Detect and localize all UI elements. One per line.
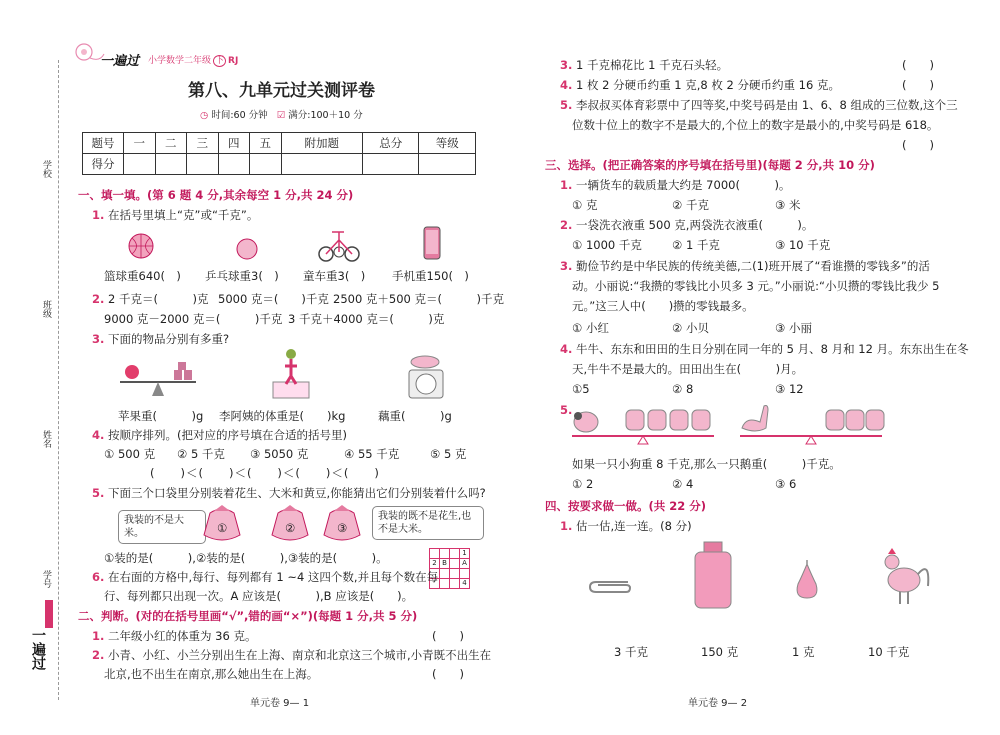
question-text: 下面三个口袋里分别装着花生、大米和黄豆,你能猜出它们分别装着什么吗? bbox=[108, 486, 486, 500]
question-text-cont: 元。”这三人中( )攒的零钱最多。 bbox=[572, 299, 754, 313]
conversion: 5000 克＝( )千克 bbox=[218, 292, 329, 306]
q3-item: 藕重( )g bbox=[378, 409, 452, 423]
score-header-cell: 附加题 bbox=[281, 133, 362, 154]
grid-cell: B bbox=[440, 559, 450, 569]
r-q4-1 bbox=[560, 518, 692, 534]
option: ① 克 bbox=[572, 198, 598, 212]
side-label-class: 班级 bbox=[41, 300, 51, 318]
option: ② 1 千克 bbox=[672, 238, 720, 252]
q2-2 bbox=[92, 647, 491, 663]
question-text: 小青、小红、小兰分别出生在上海、南京和北京这三个城市,小青既不出生在 bbox=[108, 648, 492, 662]
score-label: 满分:100＋10 分 bbox=[288, 110, 363, 121]
series-label bbox=[148, 53, 238, 66]
edition-text: RJ bbox=[228, 56, 239, 66]
question-number: 3. bbox=[560, 58, 573, 72]
question-text-cont: 位数十位上的数字不是最大的,个位上的数字是最小的,中奖号码是 618。 bbox=[572, 118, 939, 132]
option: ③ 10 千克 bbox=[775, 238, 831, 252]
option: ① 500 克 bbox=[104, 447, 156, 461]
q1-item: 篮球重640( ) bbox=[104, 269, 181, 283]
grid-cell bbox=[450, 549, 460, 559]
grid-cell bbox=[450, 559, 460, 569]
tricycle-icon bbox=[318, 226, 360, 262]
question-number: 4. bbox=[560, 78, 573, 92]
bag-label: ① bbox=[217, 521, 228, 535]
q1-item: 手机重150( ) bbox=[392, 269, 469, 283]
weight-label: 10 千克 bbox=[868, 645, 910, 659]
q1-1 bbox=[92, 207, 258, 223]
conversion: 9000 克－2000 克＝( )千克 bbox=[104, 312, 283, 326]
bag-label: ② bbox=[285, 521, 296, 535]
score-table bbox=[82, 132, 476, 175]
score-header-cell: 三 bbox=[187, 133, 219, 154]
page-footer-right: 单元卷 9— 2 bbox=[688, 698, 748, 709]
weight-label: 3 千克 bbox=[614, 645, 648, 659]
q2-1 bbox=[92, 628, 256, 644]
q1-2 bbox=[92, 291, 208, 307]
rooster-icon bbox=[878, 546, 934, 606]
series-text: 小学数学二年级 bbox=[148, 56, 212, 66]
grid-cell bbox=[460, 569, 470, 579]
option: ①5 bbox=[572, 382, 590, 396]
question-text: 一辆货车的载质量大约是 7000( )。 bbox=[576, 178, 791, 192]
option: ① 1000 千克 bbox=[572, 238, 642, 252]
q1-item: 乒乓球重3( ) bbox=[205, 269, 279, 283]
score-header-cell: 二 bbox=[155, 133, 187, 154]
weight-label: 1 克 bbox=[792, 645, 815, 659]
score-cell[interactable] bbox=[281, 154, 362, 175]
paper-clip-icon bbox=[588, 576, 634, 598]
question-text: 下面的物品分别有多重? bbox=[108, 332, 230, 346]
question-number: 1. bbox=[92, 208, 105, 222]
score-cell[interactable] bbox=[124, 154, 156, 175]
ping-pong-ball-icon bbox=[236, 238, 258, 260]
checkbox-icon: ☑ bbox=[276, 110, 286, 121]
question-number: 1. bbox=[560, 178, 573, 192]
question-number: 1. bbox=[92, 629, 105, 643]
question-text: 在括号里填上“克”或“千克”。 bbox=[108, 208, 259, 222]
option: ① 小红 bbox=[572, 321, 609, 335]
question-text: 按顺序排列。(把对应的序号填在合适的括号里) bbox=[108, 428, 348, 442]
score-header-cell: 四 bbox=[218, 133, 250, 154]
option: ④ 55 千克 bbox=[344, 447, 400, 461]
section-1-title: 一、填一填。(第 6 题 4 分,其余每空 1 分,共 24 分) bbox=[78, 188, 354, 202]
option: ③ 5050 克 bbox=[250, 447, 309, 461]
question-text: 一袋洗衣液重 500 克,两袋洗衣液重( )。 bbox=[576, 218, 814, 232]
section-2-title: 二、判断。(对的在括号里画“√”,错的画“×”)(每题 1 分,共 5 分) bbox=[78, 609, 418, 623]
q3-item: 李阿姨的体重是( )kg bbox=[219, 409, 346, 423]
score-cell[interactable] bbox=[155, 154, 187, 175]
order-blanks: ( )＜( )＜( )＜( )＜( ) bbox=[150, 466, 380, 480]
r-q2-3 bbox=[560, 57, 728, 73]
conversion: 3 千克＋4000 克＝( )克 bbox=[288, 312, 445, 326]
question-number: 5. bbox=[560, 403, 573, 417]
question-text: 1 枚 2 分硬币约重 1 克,8 枚 2 分硬币约重 16 克。 bbox=[576, 78, 840, 92]
question-text-cont: 北京,也不出生在南京,那么她出生在上海。 bbox=[104, 667, 319, 681]
answer-mark[interactable]: ( ) bbox=[902, 78, 934, 92]
time-label: 时间:60 分钟 bbox=[211, 110, 268, 121]
question-text-cont: 天,牛牛不是最大的。田田出生在( )月。 bbox=[572, 362, 804, 376]
grid-cell: 2 bbox=[430, 559, 440, 569]
bottle-icon bbox=[692, 540, 734, 610]
side-label-name: 姓名 bbox=[41, 430, 51, 448]
answer-mark[interactable]: ( ) bbox=[902, 58, 934, 72]
section-4-title: 四、按要求做一做。(共 22 分) bbox=[545, 499, 707, 513]
side-logo-stripe bbox=[45, 600, 53, 628]
q1-3 bbox=[92, 331, 229, 347]
question-text-cont: 动。小丽说:“我攒的零钱比小贝多 3 元。”小丽说:“小贝攒的零钱比我少 5 bbox=[572, 279, 940, 293]
conversion: 2 千克＝( )克 bbox=[108, 292, 209, 306]
r-q2-5 bbox=[560, 97, 958, 113]
question-number: 5. bbox=[560, 98, 573, 112]
score-cell[interactable] bbox=[250, 154, 282, 175]
woman-on-scale-icon bbox=[271, 348, 311, 400]
option: ③ 6 bbox=[775, 477, 797, 491]
speech-bubble: 我装的不是大米。 bbox=[118, 510, 206, 544]
question-number: 2. bbox=[92, 648, 105, 662]
option: ③ 米 bbox=[775, 198, 801, 212]
clock-icon: ◷ bbox=[200, 110, 209, 121]
page-title: 第八、九单元过关测评卷 bbox=[188, 81, 375, 101]
option: ② 小贝 bbox=[672, 321, 709, 335]
question-text: 二年级小红的体重为 36 克。 bbox=[108, 629, 257, 643]
grid-cell bbox=[450, 579, 460, 589]
question-text: 估一估,连一连。(8 分) bbox=[576, 519, 692, 533]
q3-item: 苹果重( )g bbox=[118, 409, 204, 423]
answer-mark[interactable]: ( ) bbox=[432, 667, 464, 681]
option: ② 5 千克 bbox=[177, 447, 225, 461]
balance-dog-cats-icon bbox=[568, 400, 718, 446]
score-cell[interactable] bbox=[187, 154, 219, 175]
grid-cell: A bbox=[460, 559, 470, 569]
option: ⑤ 5 克 bbox=[430, 447, 467, 461]
grid-cell bbox=[430, 549, 440, 559]
side-label-id: 学号 bbox=[41, 570, 51, 588]
r-q3-4 bbox=[560, 341, 969, 357]
score-table-score-row bbox=[83, 154, 476, 175]
side-logo: 一遍过 bbox=[30, 628, 46, 670]
question-text: 在右面的方格中,每行、每列都有 1 ~4 这四个数,并且每个数在每 bbox=[108, 570, 439, 584]
question-number: 4. bbox=[92, 428, 105, 442]
conversion: 2500 克＋500 克＝( )千克 bbox=[333, 292, 504, 306]
score-cell[interactable] bbox=[218, 154, 250, 175]
question-text-cont: 行、每列都只出现一次。A 应该是( ),B 应该是( )。 bbox=[104, 589, 414, 603]
binding-line bbox=[58, 60, 59, 700]
option: ② 4 bbox=[672, 477, 694, 491]
brand-logo: 一遍过 bbox=[100, 54, 140, 69]
question-number: 5. bbox=[92, 486, 105, 500]
question-text: 如果一只小狗重 8 千克,那么一只鹅重( )千克。 bbox=[572, 457, 841, 471]
q1-6 bbox=[92, 569, 438, 585]
grid-cell bbox=[440, 569, 450, 579]
side-label-school: 学校 bbox=[41, 160, 51, 178]
volume-badge: 下 bbox=[215, 56, 225, 66]
basketball-icon bbox=[128, 233, 154, 259]
question-number: 1. bbox=[560, 519, 573, 533]
question-number: 3. bbox=[560, 259, 573, 273]
score-header-cell: 总分 bbox=[362, 133, 418, 154]
grid-cell bbox=[440, 549, 450, 559]
r-q3-2 bbox=[560, 217, 813, 233]
option: ② 8 bbox=[672, 382, 694, 396]
answer-mark[interactable]: ( ) bbox=[432, 629, 464, 643]
score-header-cell: 题号 bbox=[83, 133, 124, 154]
question-text: 1 千克棉花比 1 千克石头轻。 bbox=[576, 58, 729, 72]
lotus-root-scale-icon bbox=[405, 352, 447, 400]
question-text: 牛牛、东东和田田的生日分别在同一年的 5 月、8 月和 12 月。东东出生在冬 bbox=[576, 342, 969, 356]
balance-goose-cats-icon bbox=[736, 400, 886, 446]
option: ③ 小丽 bbox=[775, 321, 812, 335]
score-header-cell: 一 bbox=[124, 133, 156, 154]
score-cell[interactable] bbox=[362, 154, 418, 175]
score-header-cell: 等级 bbox=[419, 133, 476, 154]
bag-label: ③ bbox=[337, 521, 348, 535]
r-q3-1 bbox=[560, 177, 790, 193]
question-number: 6. bbox=[92, 570, 105, 584]
option: ③ 12 bbox=[775, 382, 804, 396]
q1-5 bbox=[92, 485, 486, 501]
grid-cell bbox=[440, 579, 450, 589]
q1-item: 童车重3( ) bbox=[303, 269, 366, 283]
page-footer-left: 单元卷 9— 1 bbox=[250, 698, 310, 709]
question-number: 2. bbox=[92, 292, 105, 306]
question-number: 2. bbox=[560, 218, 573, 232]
r-q3-3 bbox=[560, 258, 930, 274]
score-table-header-row bbox=[83, 133, 476, 154]
apple-balance-icon bbox=[118, 358, 198, 398]
score-row-label: 得分 bbox=[83, 154, 124, 175]
exam-meta bbox=[200, 107, 363, 121]
score-cell[interactable] bbox=[419, 154, 476, 175]
grid-cell: 1 bbox=[460, 549, 470, 559]
option: ① 2 bbox=[572, 477, 594, 491]
speech-bubble: 我装的既不是花生,也不是大米。 bbox=[372, 506, 484, 540]
answer-mark[interactable]: ( ) bbox=[902, 138, 934, 152]
score-header-cell: 五 bbox=[250, 133, 282, 154]
question-number: 3. bbox=[92, 332, 105, 346]
q5-answer: ①装的是( ),②装的是( ),③装的是( )。 bbox=[104, 551, 388, 565]
section-3-title: 三、选择。(把正确答案的序号填在括号里)(每题 2 分,共 10 分) bbox=[545, 158, 875, 172]
grid-cell: 4 bbox=[460, 579, 470, 589]
weight-label: 150 克 bbox=[701, 645, 739, 659]
question-text: 李叔叔买体育彩票中了四等奖,中奖号码是由 1、6、8 组成的三位数,这个三 bbox=[576, 98, 958, 112]
grid-cell bbox=[450, 569, 460, 579]
q1-4 bbox=[92, 427, 347, 443]
question-number: 4. bbox=[560, 342, 573, 356]
phone-icon bbox=[423, 226, 441, 260]
question-text: 勤俭节约是中华民族的传统美德,二(1)班开展了“看谁攒的零钱多”的活 bbox=[576, 259, 930, 273]
option: ② 千克 bbox=[672, 198, 709, 212]
pear-icon bbox=[792, 560, 822, 600]
r-q2-4 bbox=[560, 77, 840, 93]
